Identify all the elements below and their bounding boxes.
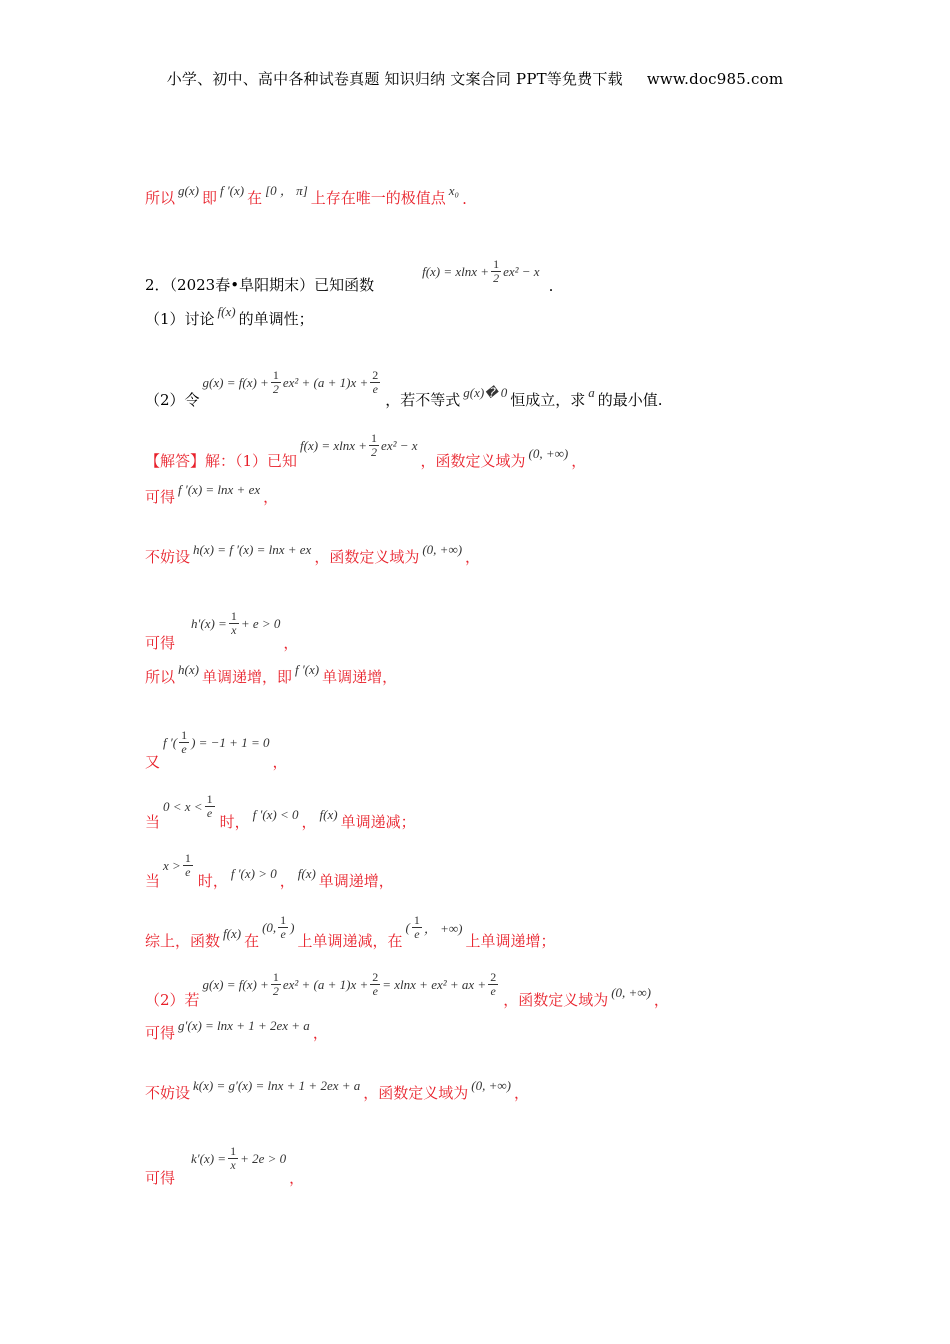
text: . bbox=[548, 277, 554, 295]
math: a bbox=[588, 385, 595, 400]
question-2 bbox=[145, 257, 554, 295]
text: ， bbox=[301, 813, 317, 831]
solution-line bbox=[145, 662, 398, 687]
text: 所以 bbox=[145, 189, 176, 207]
text: 在 bbox=[247, 189, 263, 207]
text: 可得 bbox=[145, 1024, 176, 1042]
math: f(x) = xlnx + $\frac{1}{2}$ ex² − x bbox=[422, 257, 540, 285]
page-header bbox=[0, 68, 950, 89]
solution-line bbox=[145, 913, 556, 951]
text: ，函数定义域为 bbox=[420, 452, 526, 470]
math: f ′(x) bbox=[294, 662, 320, 677]
solution-line bbox=[145, 851, 394, 891]
math: h′(x) = $\frac{1}{x}$ + e > 0 bbox=[191, 609, 281, 637]
math: g(x) bbox=[178, 183, 199, 198]
math: ( $\frac{1}{e}$ ， +∞) bbox=[405, 913, 463, 941]
math: f ′(x) bbox=[219, 183, 245, 198]
math: h(x) = f ′(x) = lnx + ex bbox=[193, 542, 312, 557]
text: 可得 bbox=[145, 488, 176, 506]
math: f(x) bbox=[223, 926, 242, 941]
text: 当 bbox=[145, 813, 161, 831]
math: f(x) bbox=[297, 866, 316, 881]
math: f(x) bbox=[319, 807, 338, 822]
text: 又 bbox=[145, 753, 161, 771]
text: 单调递增， bbox=[318, 872, 394, 890]
math: h(x) bbox=[178, 662, 199, 677]
solution-line bbox=[145, 1144, 305, 1188]
math: g′(x) = lnx + 1 + 2ex + a bbox=[178, 1018, 310, 1033]
text: 所以 bbox=[145, 668, 176, 686]
math: f ′(x) < 0 bbox=[252, 807, 299, 822]
question-2-part-2 bbox=[145, 368, 663, 410]
text: ，若不等式 bbox=[385, 391, 461, 409]
text: ， bbox=[289, 1169, 305, 1187]
solution-label: 【解答】解：（1）已知 bbox=[145, 452, 298, 470]
text: 不妨设 bbox=[145, 548, 191, 566]
question-2-part-1 bbox=[145, 304, 314, 329]
math: 0 < x < $\frac{1}{e}$ bbox=[163, 792, 213, 820]
math: x₀ bbox=[448, 183, 460, 198]
text: ，函数定义域为 bbox=[503, 991, 609, 1009]
text: 在 bbox=[244, 932, 260, 950]
solution-line bbox=[145, 482, 279, 507]
text: 恒成立，求 bbox=[510, 391, 586, 409]
math: g(x) = f(x) + $\frac{1}{2}$ ex² + (a + 1)x + $\frac{2}{e}$ = xlnx + ex² + ax + $\frac{2}{e}$ bbox=[202, 970, 497, 998]
text: 可得 bbox=[145, 1169, 176, 1187]
solution-line bbox=[145, 609, 299, 653]
text: 单调递减； bbox=[340, 813, 416, 831]
text: 即 bbox=[201, 189, 217, 207]
math: f(x) bbox=[217, 304, 236, 319]
math: [0 ， π] bbox=[265, 183, 308, 198]
text: 当 bbox=[145, 872, 161, 890]
text: . bbox=[462, 190, 467, 208]
text: 时， bbox=[219, 813, 250, 831]
solution-line bbox=[145, 1078, 530, 1103]
math: (0, +∞) bbox=[528, 446, 569, 461]
math: x > $\frac{1}{e}$ bbox=[163, 851, 191, 879]
text: （1）讨论 bbox=[145, 310, 215, 328]
solution-line bbox=[145, 431, 587, 471]
text: 时， bbox=[197, 872, 228, 890]
text: ， bbox=[272, 753, 288, 771]
math: f ′(x) > 0 bbox=[230, 866, 277, 881]
text: ， bbox=[465, 548, 481, 566]
text: ， bbox=[514, 1084, 530, 1102]
solution-line bbox=[145, 792, 416, 832]
text: 的单调性； bbox=[238, 310, 314, 328]
header-title: 小学、初中、高中各种试卷真题 知识归纳 文案合同 PPT等免费下载 bbox=[166, 70, 623, 88]
math: f ′( $\frac{1}{e}$ ) = −1 + 1 = 0 bbox=[163, 728, 270, 756]
text: 上单调递增； bbox=[465, 932, 556, 950]
text: ， bbox=[571, 452, 587, 470]
text: （2）若 bbox=[145, 991, 200, 1009]
solution-line bbox=[145, 970, 669, 1010]
text: ， bbox=[653, 991, 669, 1009]
math: (0, +∞) bbox=[611, 985, 651, 1000]
solution-line bbox=[145, 728, 288, 772]
header-site: www.doc985.com bbox=[646, 70, 784, 88]
text: ， bbox=[263, 488, 279, 506]
math: g(x)� 0 bbox=[463, 385, 508, 400]
math: (0, +∞) bbox=[471, 1078, 511, 1093]
text: ， bbox=[279, 872, 295, 890]
text: ， bbox=[312, 1024, 328, 1042]
text: （2）令 bbox=[145, 391, 200, 409]
text: 不妨设 bbox=[145, 1084, 191, 1102]
math: k(x) = g′(x) = lnx + 1 + 2ex + a bbox=[193, 1078, 361, 1093]
math: g(x) = f(x) + $\frac{1}{2}$ ex² + (a + 1)x + $\frac{2}{e}$ bbox=[202, 368, 379, 396]
solution-line bbox=[145, 183, 467, 208]
text: ， bbox=[283, 634, 299, 652]
text: 可得 bbox=[145, 634, 176, 652]
text: 的最小值. bbox=[597, 391, 663, 409]
question-text: 2．（2023春•阜阳期末）已知函数 bbox=[145, 276, 375, 294]
math: f ′(x) = lnx + ex bbox=[178, 482, 261, 497]
text: 上存在唯一的极值点 bbox=[310, 189, 446, 207]
text: 单调递增，即 bbox=[201, 668, 292, 686]
solution-line bbox=[145, 1018, 328, 1043]
text: ，函数定义域为 bbox=[363, 1084, 469, 1102]
solution-line bbox=[145, 542, 481, 567]
text: ，函数定义域为 bbox=[314, 548, 420, 566]
math: (0, $\frac{1}{e}$ ) bbox=[262, 913, 295, 941]
text: 单调递增， bbox=[322, 668, 398, 686]
text: 上单调递减，在 bbox=[297, 932, 403, 950]
math: f(x) = xlnx + $\frac{1}{2}$ ex² − x bbox=[300, 431, 418, 459]
math: k′(x) = $\frac{1}{x}$ + 2e > 0 bbox=[191, 1144, 287, 1172]
text: 综上，函数 bbox=[145, 932, 221, 950]
math: (0, +∞) bbox=[422, 542, 463, 557]
